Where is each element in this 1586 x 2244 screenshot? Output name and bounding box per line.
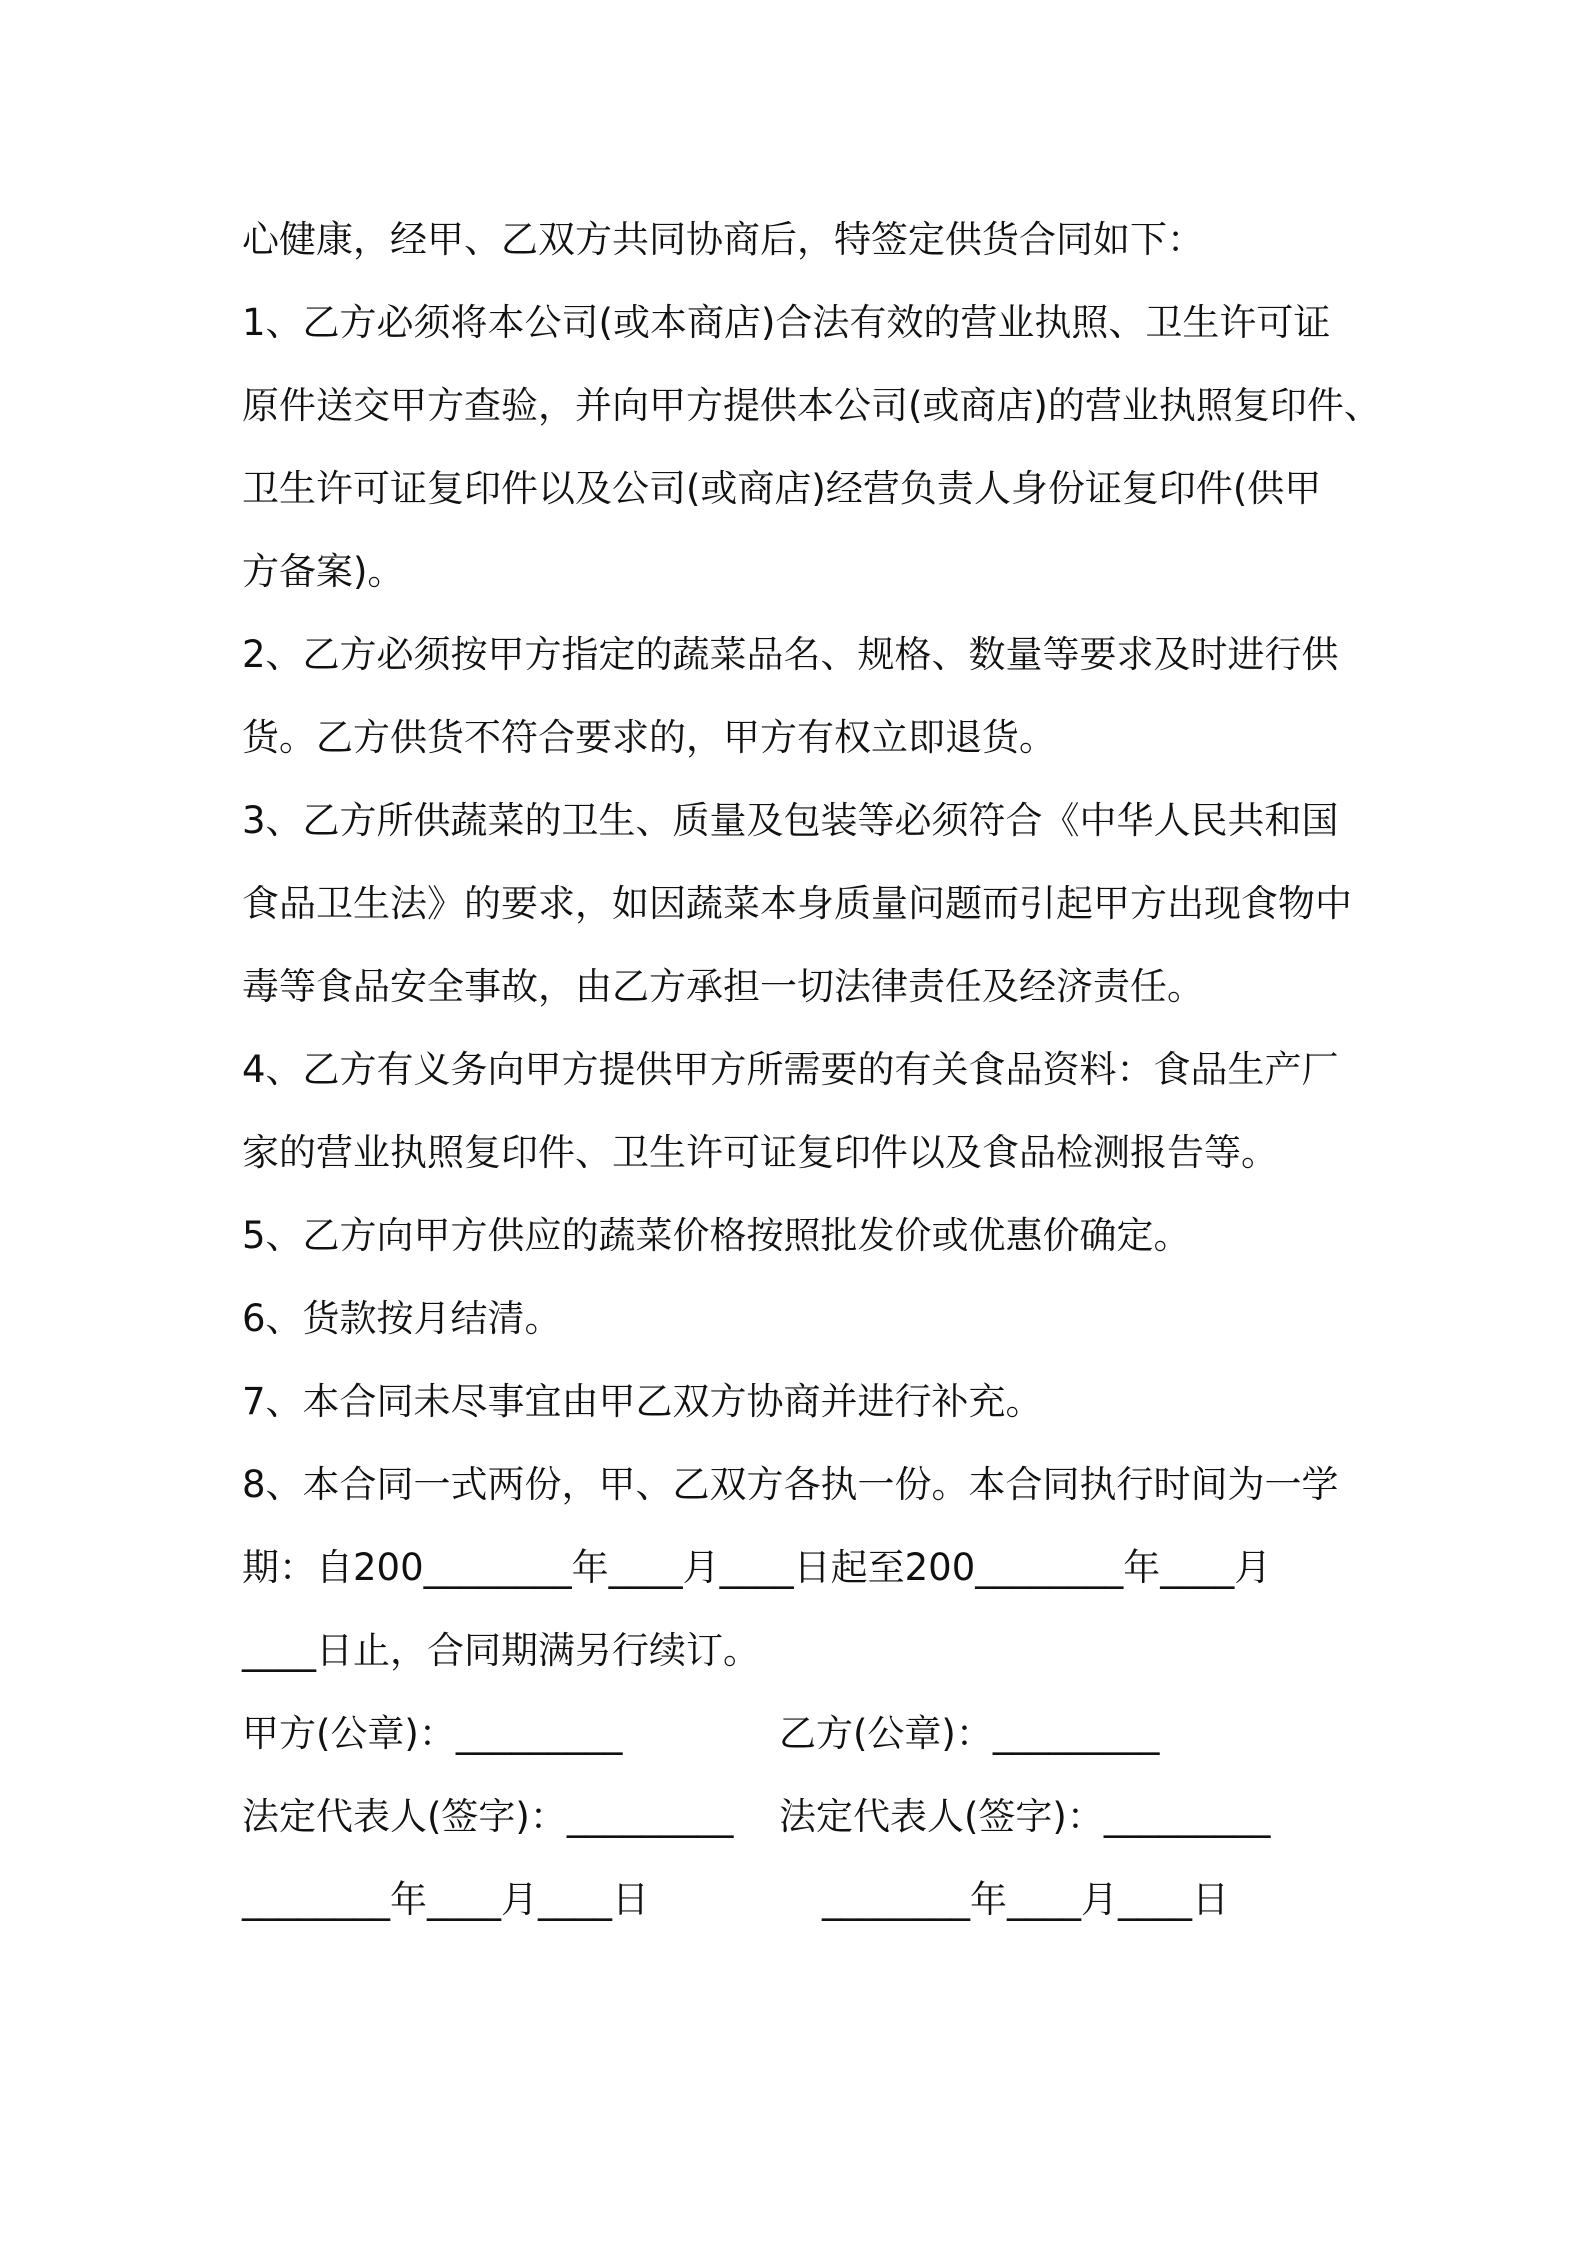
signature-date-row <box>242 1858 1376 1941</box>
text-line: 7、本合同未尽事宜由甲乙双方协商并进行补充。 <box>242 1380 1043 1423</box>
text-line: 4、乙方有义务向甲方提供甲方所需要的有关食品资料：食品生产厂 <box>242 1048 1339 1091</box>
text-line: 毒等食品安全事故，由乙方承担一切法律责任及经济责任。 <box>242 965 1204 1008</box>
party-a-seal-field: 甲方(公章)：_________ <box>242 1712 623 1755</box>
party-a-date-field: ________年____月____日 <box>242 1878 649 1921</box>
text-line: 1、乙方必须将本公司(或本商店)合法有效的营业执照、卫生许可证 <box>242 301 1331 344</box>
text-line: 货。乙方供货不符合要求的，甲方有权立即退货。 <box>242 716 1056 759</box>
text-line: 方备案)。 <box>242 550 405 593</box>
text-line: ____日止，合同期满另行续订。 <box>242 1629 760 1672</box>
text-line: 卫生许可证复印件以及公司(或商店)经营负责人身份证复印件(供甲 <box>242 467 1322 510</box>
party-b-date-field: ________年____月____日 <box>822 1878 1229 1921</box>
text-line: 3、乙方所供蔬菜的卫生、质量及包装等必须符合《中华人民共和国 <box>242 799 1339 842</box>
signature-rep-row <box>242 1775 1376 1858</box>
text-line: 2、乙方必须按甲方指定的蔬菜品名、规格、数量等要求及时进行供 <box>242 633 1339 676</box>
party-b-rep-field: 法定代表人(签字)：_________ <box>779 1795 1271 1838</box>
text-line: 5、乙方向甲方供应的蔬菜价格按照批发价或优惠价确定。 <box>242 1214 1191 1257</box>
text-line: 家的营业执照复印件、卫生许可证复印件以及食品检测报告等。 <box>242 1131 1278 1174</box>
text-line: 原件送交甲方查验，并向甲方提供本公司(或商店)的营业执照复印件、 <box>242 384 1381 427</box>
party-b-seal-field: 乙方(公章)：_________ <box>779 1712 1160 1755</box>
text-line: 期：自200________年____月____日起至200________年____月 <box>242 1546 1272 1589</box>
contract-body <box>242 198 1381 1941</box>
party-a-rep-field: 法定代表人(签字)：_________ <box>242 1795 734 1838</box>
text-line: 食品卫生法》的要求，如因蔬菜本身质量问题而引起甲方出现食物中 <box>242 882 1352 925</box>
text-line: 8、本合同一式两份，甲、乙双方各执一份。本合同执行时间为一学 <box>242 1463 1339 1506</box>
signature-seal-row <box>242 1692 1376 1775</box>
text-line: 心健康，经甲、乙双方共同协商后，特签定供货合同如下： <box>242 218 1204 261</box>
text-line: 6、货款按月结清。 <box>242 1297 562 1340</box>
